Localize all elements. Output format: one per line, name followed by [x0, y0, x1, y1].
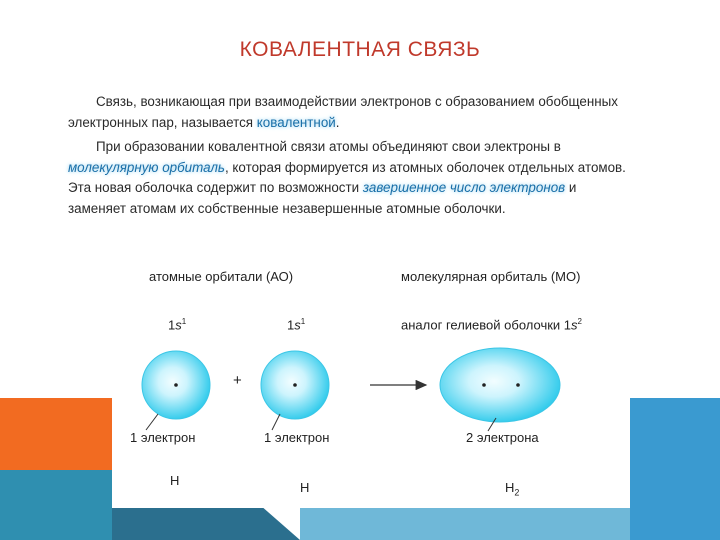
mo-orbital-label-text: аналог гелиевой оболочки 1 — [401, 317, 572, 333]
para2-text-c: и заменяет атомам их собственные незавершенные атомные оболочки. — [68, 180, 577, 216]
orbital-label-2-sup: 1 — [300, 317, 306, 326]
term-covalent: ковалентной — [256, 114, 336, 130]
molecule-symbol-letter: H — [505, 480, 515, 495]
molecule-symbol — [505, 480, 519, 498]
molecule-nucleus-dot-1 — [482, 383, 486, 387]
paragraph-explanation — [68, 137, 638, 219]
atom1-symbol: H — [170, 473, 180, 488]
para2-text-b: , которая формируется из атомных оболочек отдельных атомов. Эта новая оболочка содержит по возможности — [68, 159, 626, 195]
mo-orbital-label-letter: s — [571, 317, 578, 333]
para1-text-a: Связь, возникающая при взаимодействии электронов с образованием обобщенных электронных пар, называется — [68, 94, 618, 130]
mo-orbital-label — [401, 317, 582, 332]
orbital-diagram — [112, 248, 630, 508]
right-blue-shape — [630, 398, 720, 540]
atom1-electron-label: 1 электрон — [130, 430, 196, 445]
teal-corner-shape — [0, 470, 112, 540]
para1-text-b: . — [335, 114, 340, 130]
mo-orbital-label-sup: 2 — [577, 317, 582, 326]
bottom-blue-strip — [300, 508, 630, 540]
slide-title: КОВАЛЕНТНАЯ СВЯЗЬ — [239, 38, 481, 61]
orbital-label-1-letter: s — [175, 317, 182, 333]
orbital-label-1-sup: 1 — [181, 317, 187, 326]
para2-text-a: При образовании ковалентной связи атомы объединяют свои электроны в — [96, 139, 561, 154]
leader-line-1 — [146, 414, 158, 430]
nucleus-dot-2 — [293, 383, 297, 387]
molecule-nucleus-dot-2 — [516, 383, 520, 387]
molecular-orbital — [440, 348, 560, 422]
orbital-label-1-num: 1 — [168, 317, 176, 333]
orbital-label-1 — [168, 317, 186, 332]
orbital-diagram-graphics — [112, 248, 630, 508]
molecule-electron-label: 2 электрона — [466, 430, 539, 445]
paragraph-definition — [68, 92, 638, 133]
term-molecular-orbital: молекулярную орбиталь — [68, 159, 225, 175]
orbital-label-2-letter: s — [294, 317, 301, 333]
leader-line-2 — [272, 414, 280, 430]
term-complete-electrons: завершенное число электронов — [362, 180, 566, 195]
molecule-symbol-subscript: 2 — [514, 487, 520, 498]
orbital-label-2 — [287, 317, 305, 332]
dark-blue-corner-shape — [112, 505, 300, 540]
plus-sign: + — [233, 372, 242, 389]
mo-heading: молекулярная орбиталь (МО) — [401, 269, 581, 284]
atom2-electron-label: 1 электрон — [264, 430, 330, 445]
nucleus-dot-1 — [174, 383, 178, 387]
ao-heading: атомные орбитали (АО) — [149, 269, 294, 284]
orbital-label-2-num: 1 — [287, 317, 295, 333]
atom2-symbol: H — [300, 480, 310, 495]
